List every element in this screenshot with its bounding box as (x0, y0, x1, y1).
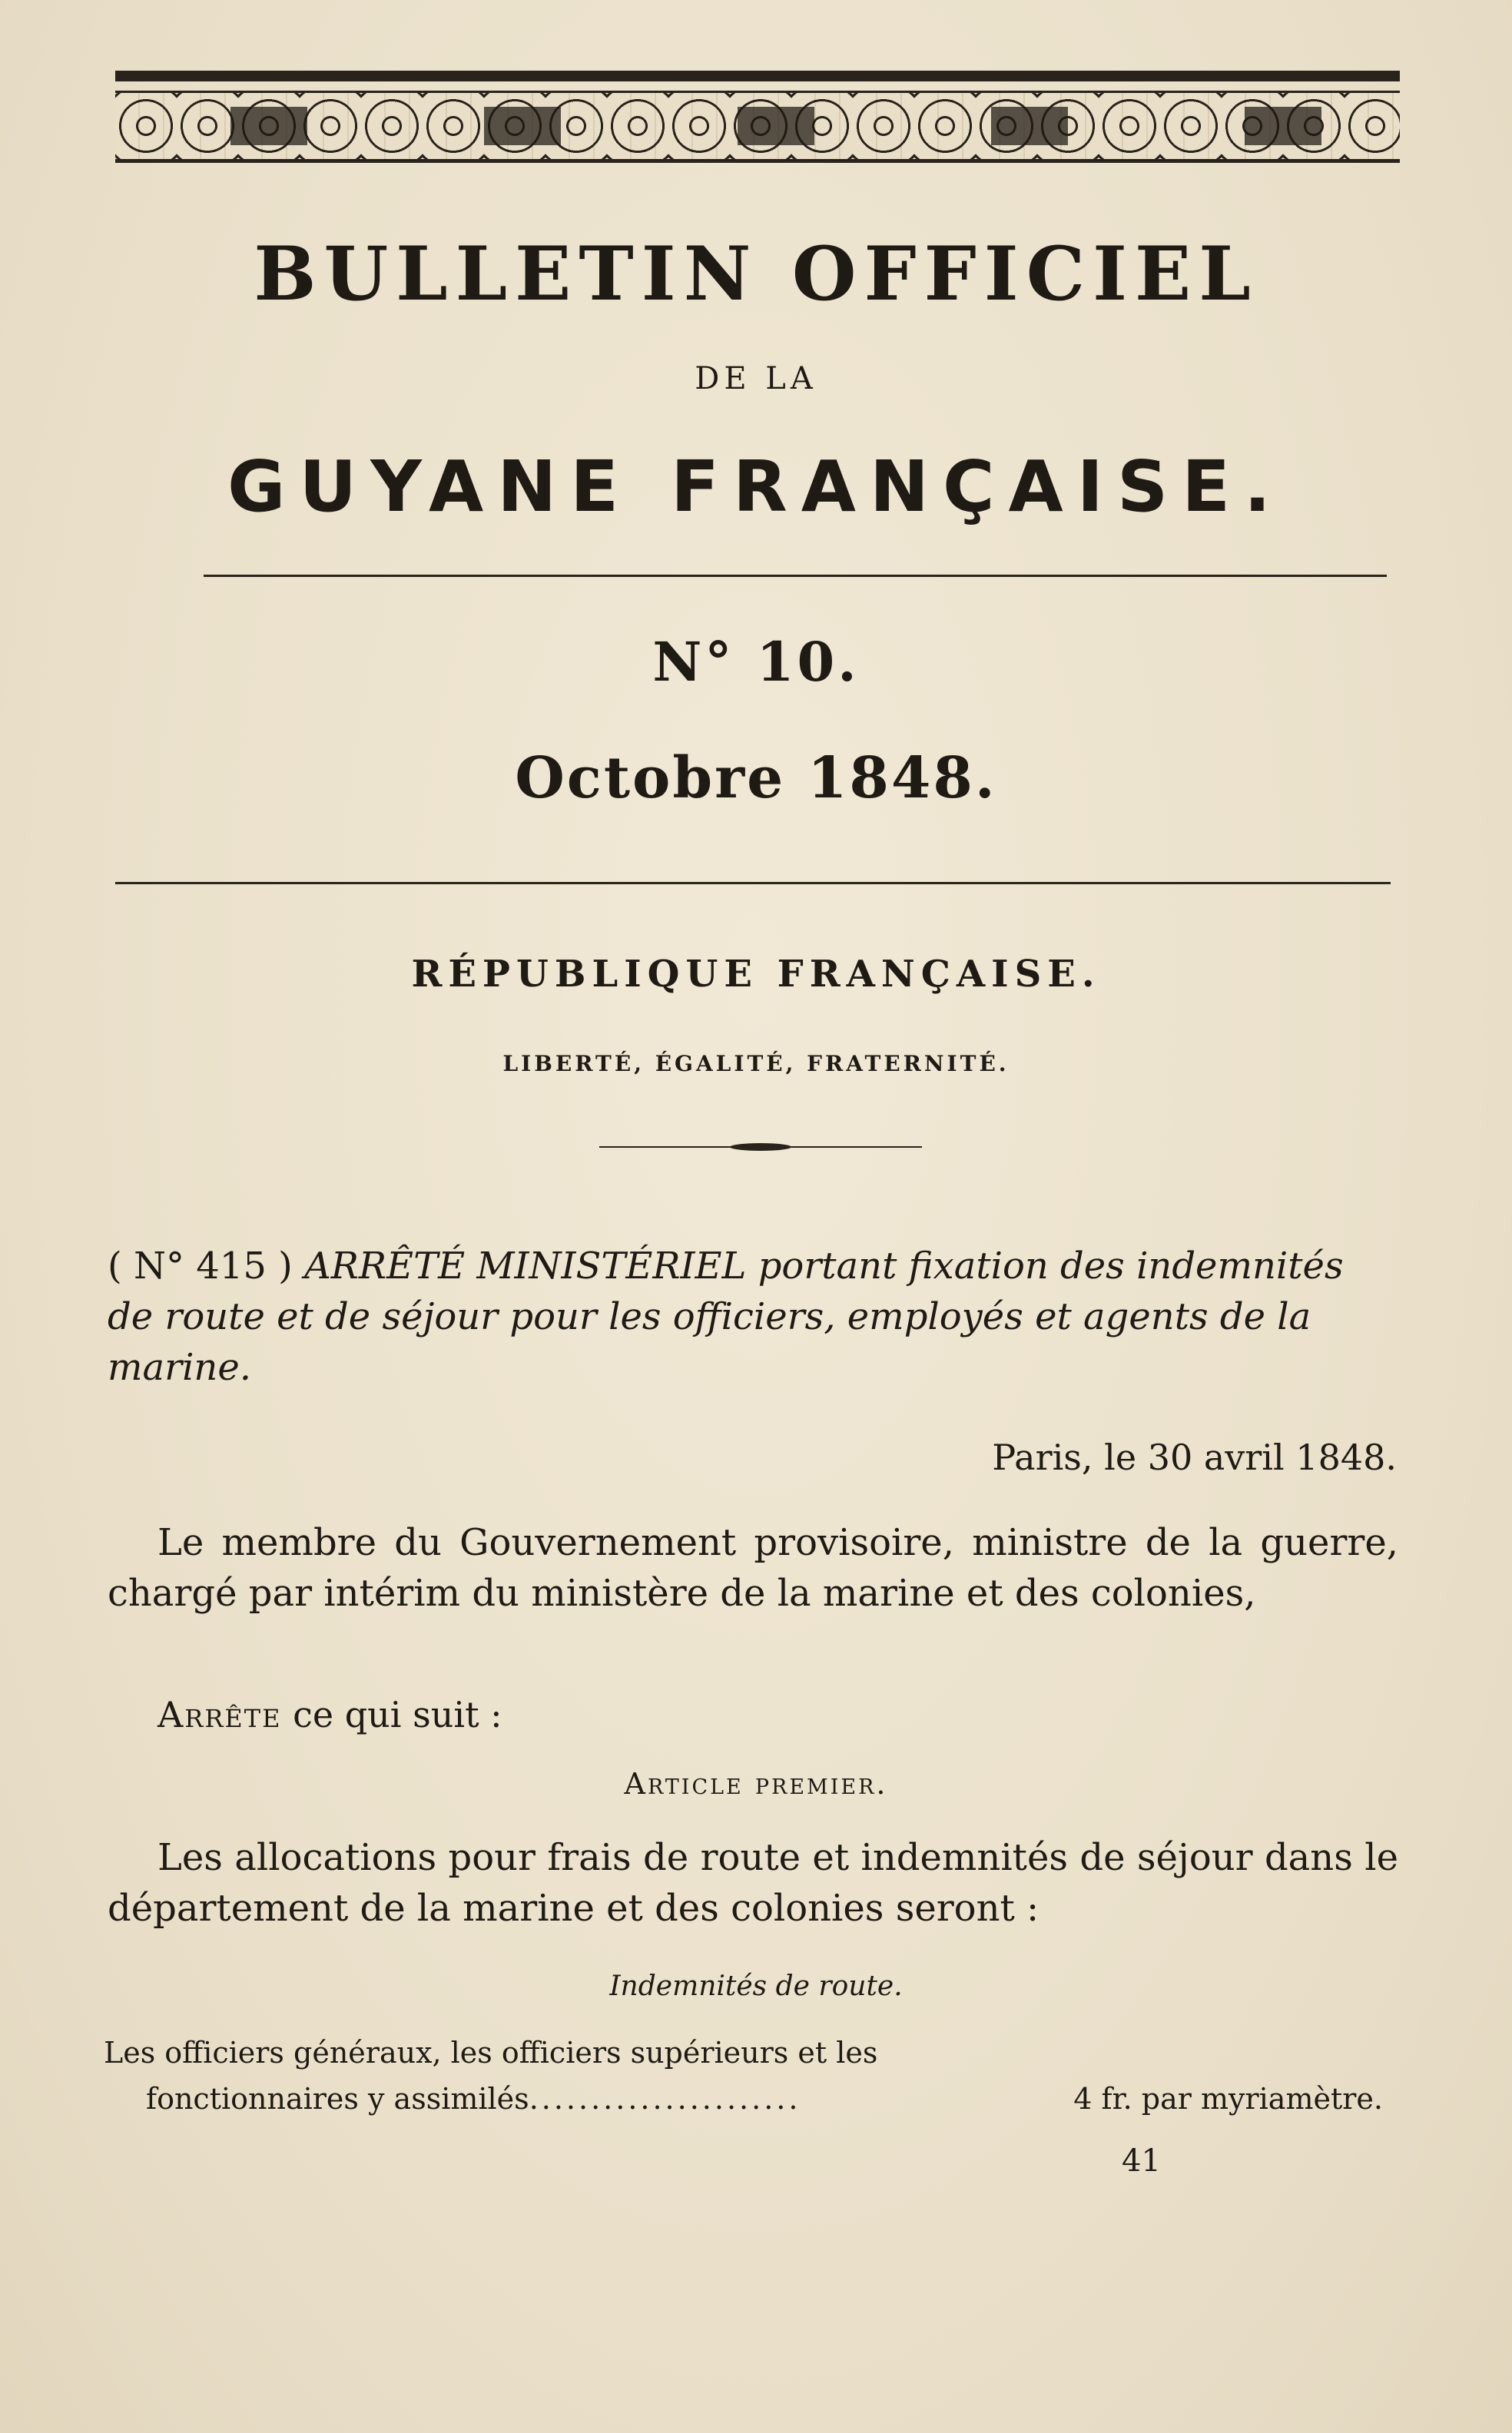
article-text: Les allocations pour frais de route et indemnités de séjour dans le département de la marine et des colonies seront : (108, 1836, 1398, 1930)
decree-number: ( N° 415 ) (108, 1245, 293, 1288)
leader-dots: ...................... (529, 2082, 801, 2116)
enacting-word: Arrête (158, 1694, 282, 1735)
decree-title: ARRÊTÉ MINISTÉRIEL portant fixation des indemnités de route et de séjour pour les officiers, employés et agents de la marine. (108, 1245, 1344, 1389)
decree-preamble: Le membre du Gouvernement provisoire, ministre de la guerre, chargé par intérim du ministère de la marine et des colonies, (108, 1521, 1398, 1615)
republic-motto: LIBERTÉ, ÉGALITÉ, FRATERNITÉ. (502, 1051, 1010, 1076)
decree-enacting-clause (158, 1694, 502, 1735)
issue-date: Octobre 1848. (515, 745, 997, 811)
decree-place-date: Paris, le 30 avril 1848. (992, 1437, 1397, 1478)
top-rule (115, 71, 1400, 81)
issue-number: N° 10. (652, 630, 860, 694)
page-number: 41 (1122, 2143, 1161, 2179)
masthead-subtitle: GUYANE FRANÇAISE. (227, 446, 1285, 528)
allowance-line: Les officiers généraux, les officiers supérieurs et les (104, 2036, 878, 2070)
ornamental-border (115, 91, 1400, 163)
masthead-title: BULLETIN OFFICIEL (254, 230, 1258, 317)
allowance-line-cont (146, 2082, 1398, 2116)
enacting-rest: ce qui suit : (281, 1694, 502, 1735)
article-heading: Article premier. (624, 1767, 888, 1801)
allowance-amount: 4 fr. par myriamètre. (1073, 2082, 1383, 2116)
divider-rule (204, 575, 1387, 577)
decree-heading (108, 1241, 1398, 1393)
masthead-connector: DE LA (695, 361, 817, 396)
ornament-divider (599, 1143, 922, 1151)
section-subheading: Indemnités de route. (609, 1971, 903, 2002)
allowance-label: fonctionnaires y assimilés (146, 2082, 529, 2116)
divider-rule (115, 882, 1391, 884)
republic-title: RÉPUBLIQUE FRANÇAISE. (411, 953, 1101, 996)
